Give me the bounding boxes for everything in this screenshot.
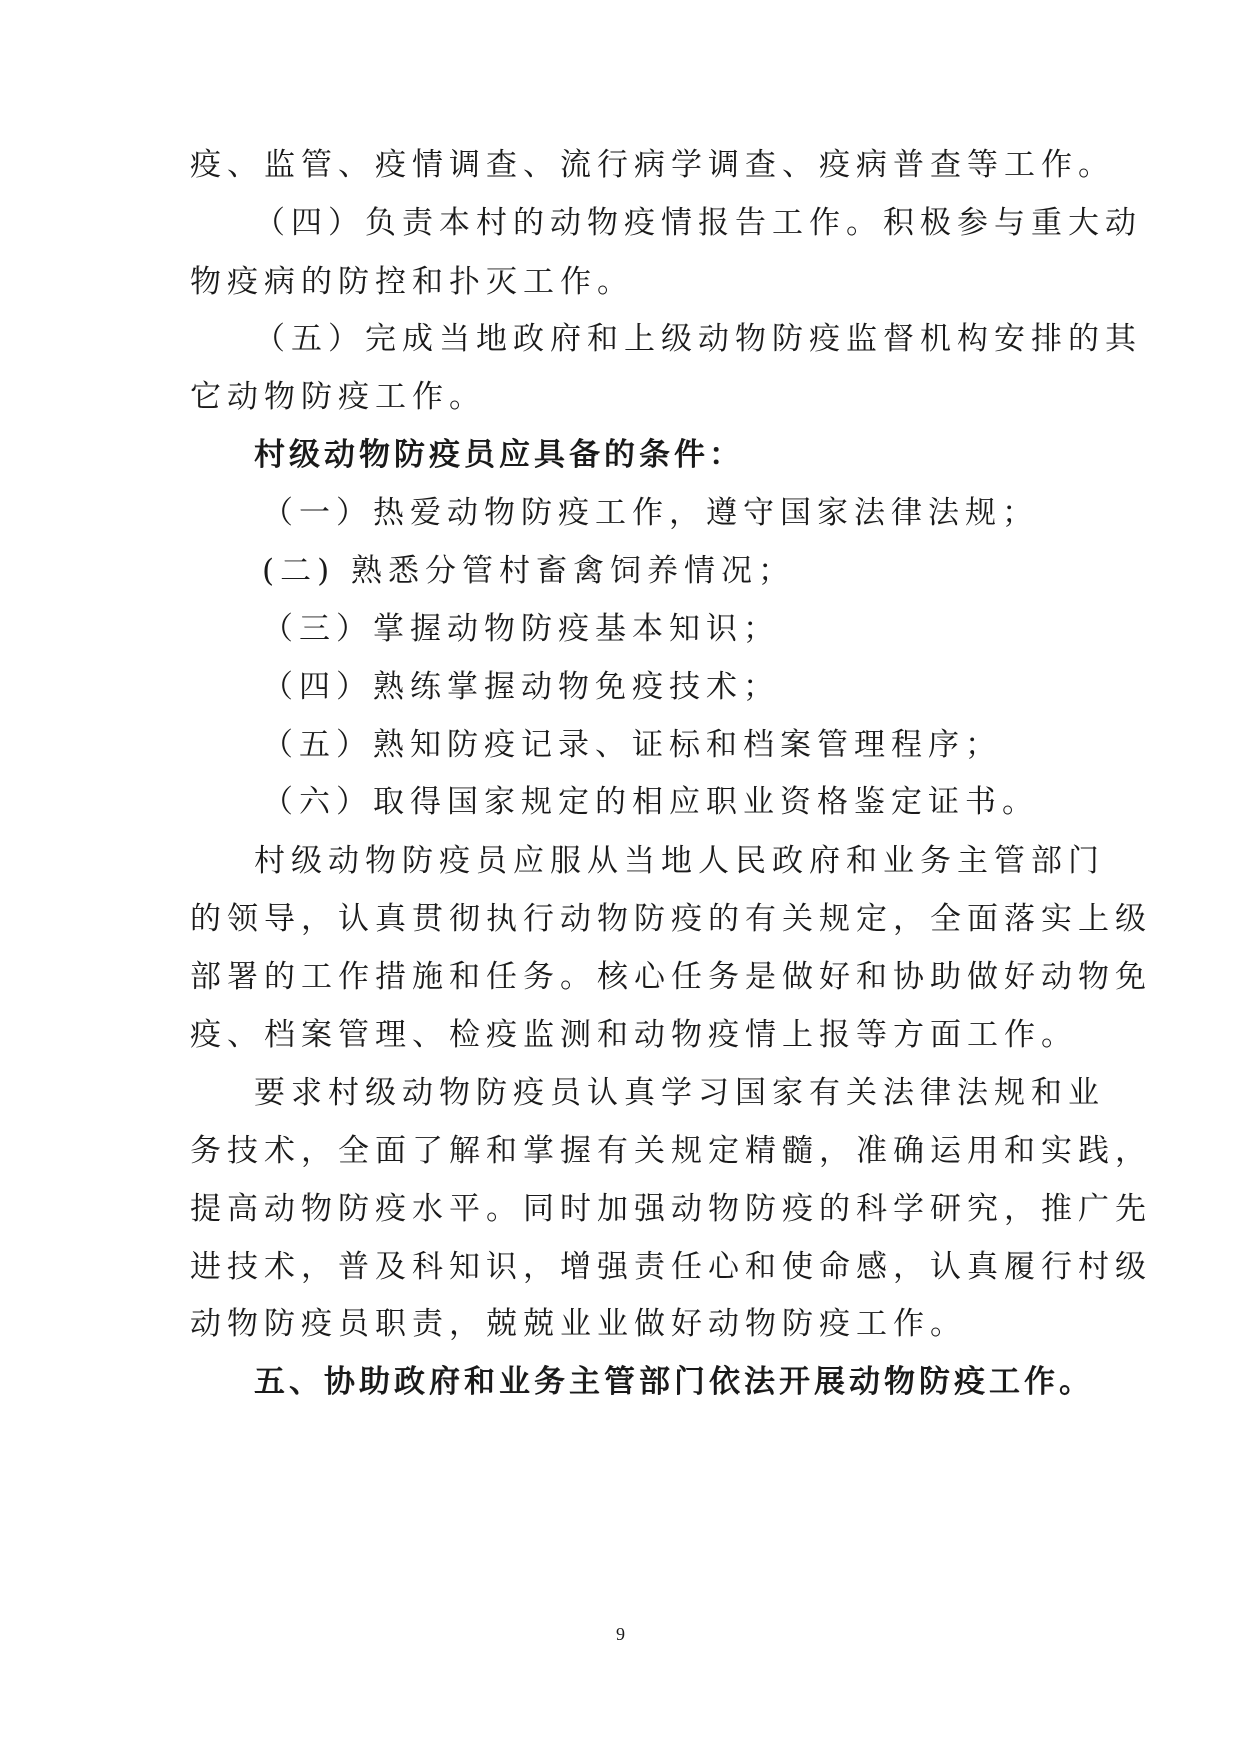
- text-line: （四）负责本村的动物疫情报告工作。积极参与重大动: [254, 205, 1142, 241]
- section-heading: 五、协助政府和业务主管部门依法开展动物防疫工作。: [254, 1364, 1094, 1400]
- list-item: （三）掌握动物防疫基本知识；: [262, 611, 780, 647]
- list-item: （五）熟知防疫记录、证标和档案管理程序；: [262, 727, 1002, 763]
- text-line: 村级动物防疫员应服从当地人民政府和业务主管部门: [254, 843, 1105, 879]
- page-number: 9: [616, 1624, 625, 1644]
- list-item: （六）取得国家规定的相应职业资格鉴定证书。: [262, 784, 1039, 820]
- section-heading: 村级动物防疫员应具备的条件：: [254, 437, 744, 473]
- text-line: 要求村级动物防疫员认真学习国家有关法律法规和业: [254, 1075, 1105, 1111]
- text-line: 疫、档案管理、检疫监测和动物疫情上报等方面工作。: [190, 1017, 1078, 1053]
- text-line: 它动物防疫工作。: [190, 379, 486, 415]
- list-item: （一）热爱动物防疫工作，遵守国家法律法规；: [262, 495, 1039, 531]
- text-line: 提高动物防疫水平。同时加强动物防疫的科学研究，推广先: [190, 1191, 1152, 1227]
- text-line: 部署的工作措施和任务。核心任务是做好和协助做好动物免: [190, 959, 1152, 995]
- text-line: 疫、监管、疫情调查、流行病学调查、疫病普查等工作。: [190, 147, 1115, 183]
- text-line: （五）完成当地政府和上级动物防疫监督机构安排的其: [254, 321, 1142, 357]
- text-line: 务技术，全面了解和掌握有关规定精髓，准确运用和实践，: [190, 1133, 1152, 1169]
- text-line: 的领导，认真贯彻执行动物防疫的有关规定，全面落实上级: [190, 901, 1152, 937]
- text-line: 动物防疫员职责，兢兢业业做好动物防疫工作。: [190, 1306, 967, 1342]
- text-line: 物疫病的防控和扑灭工作。: [190, 264, 634, 300]
- list-item: (二) 熟悉分管村畜禽饲养情况；: [262, 553, 796, 589]
- text-line: 进技术，普及科知识，增强责任心和使命感，认真履行村级: [190, 1249, 1152, 1285]
- list-item: （四）熟练掌握动物免疫技术；: [262, 669, 780, 705]
